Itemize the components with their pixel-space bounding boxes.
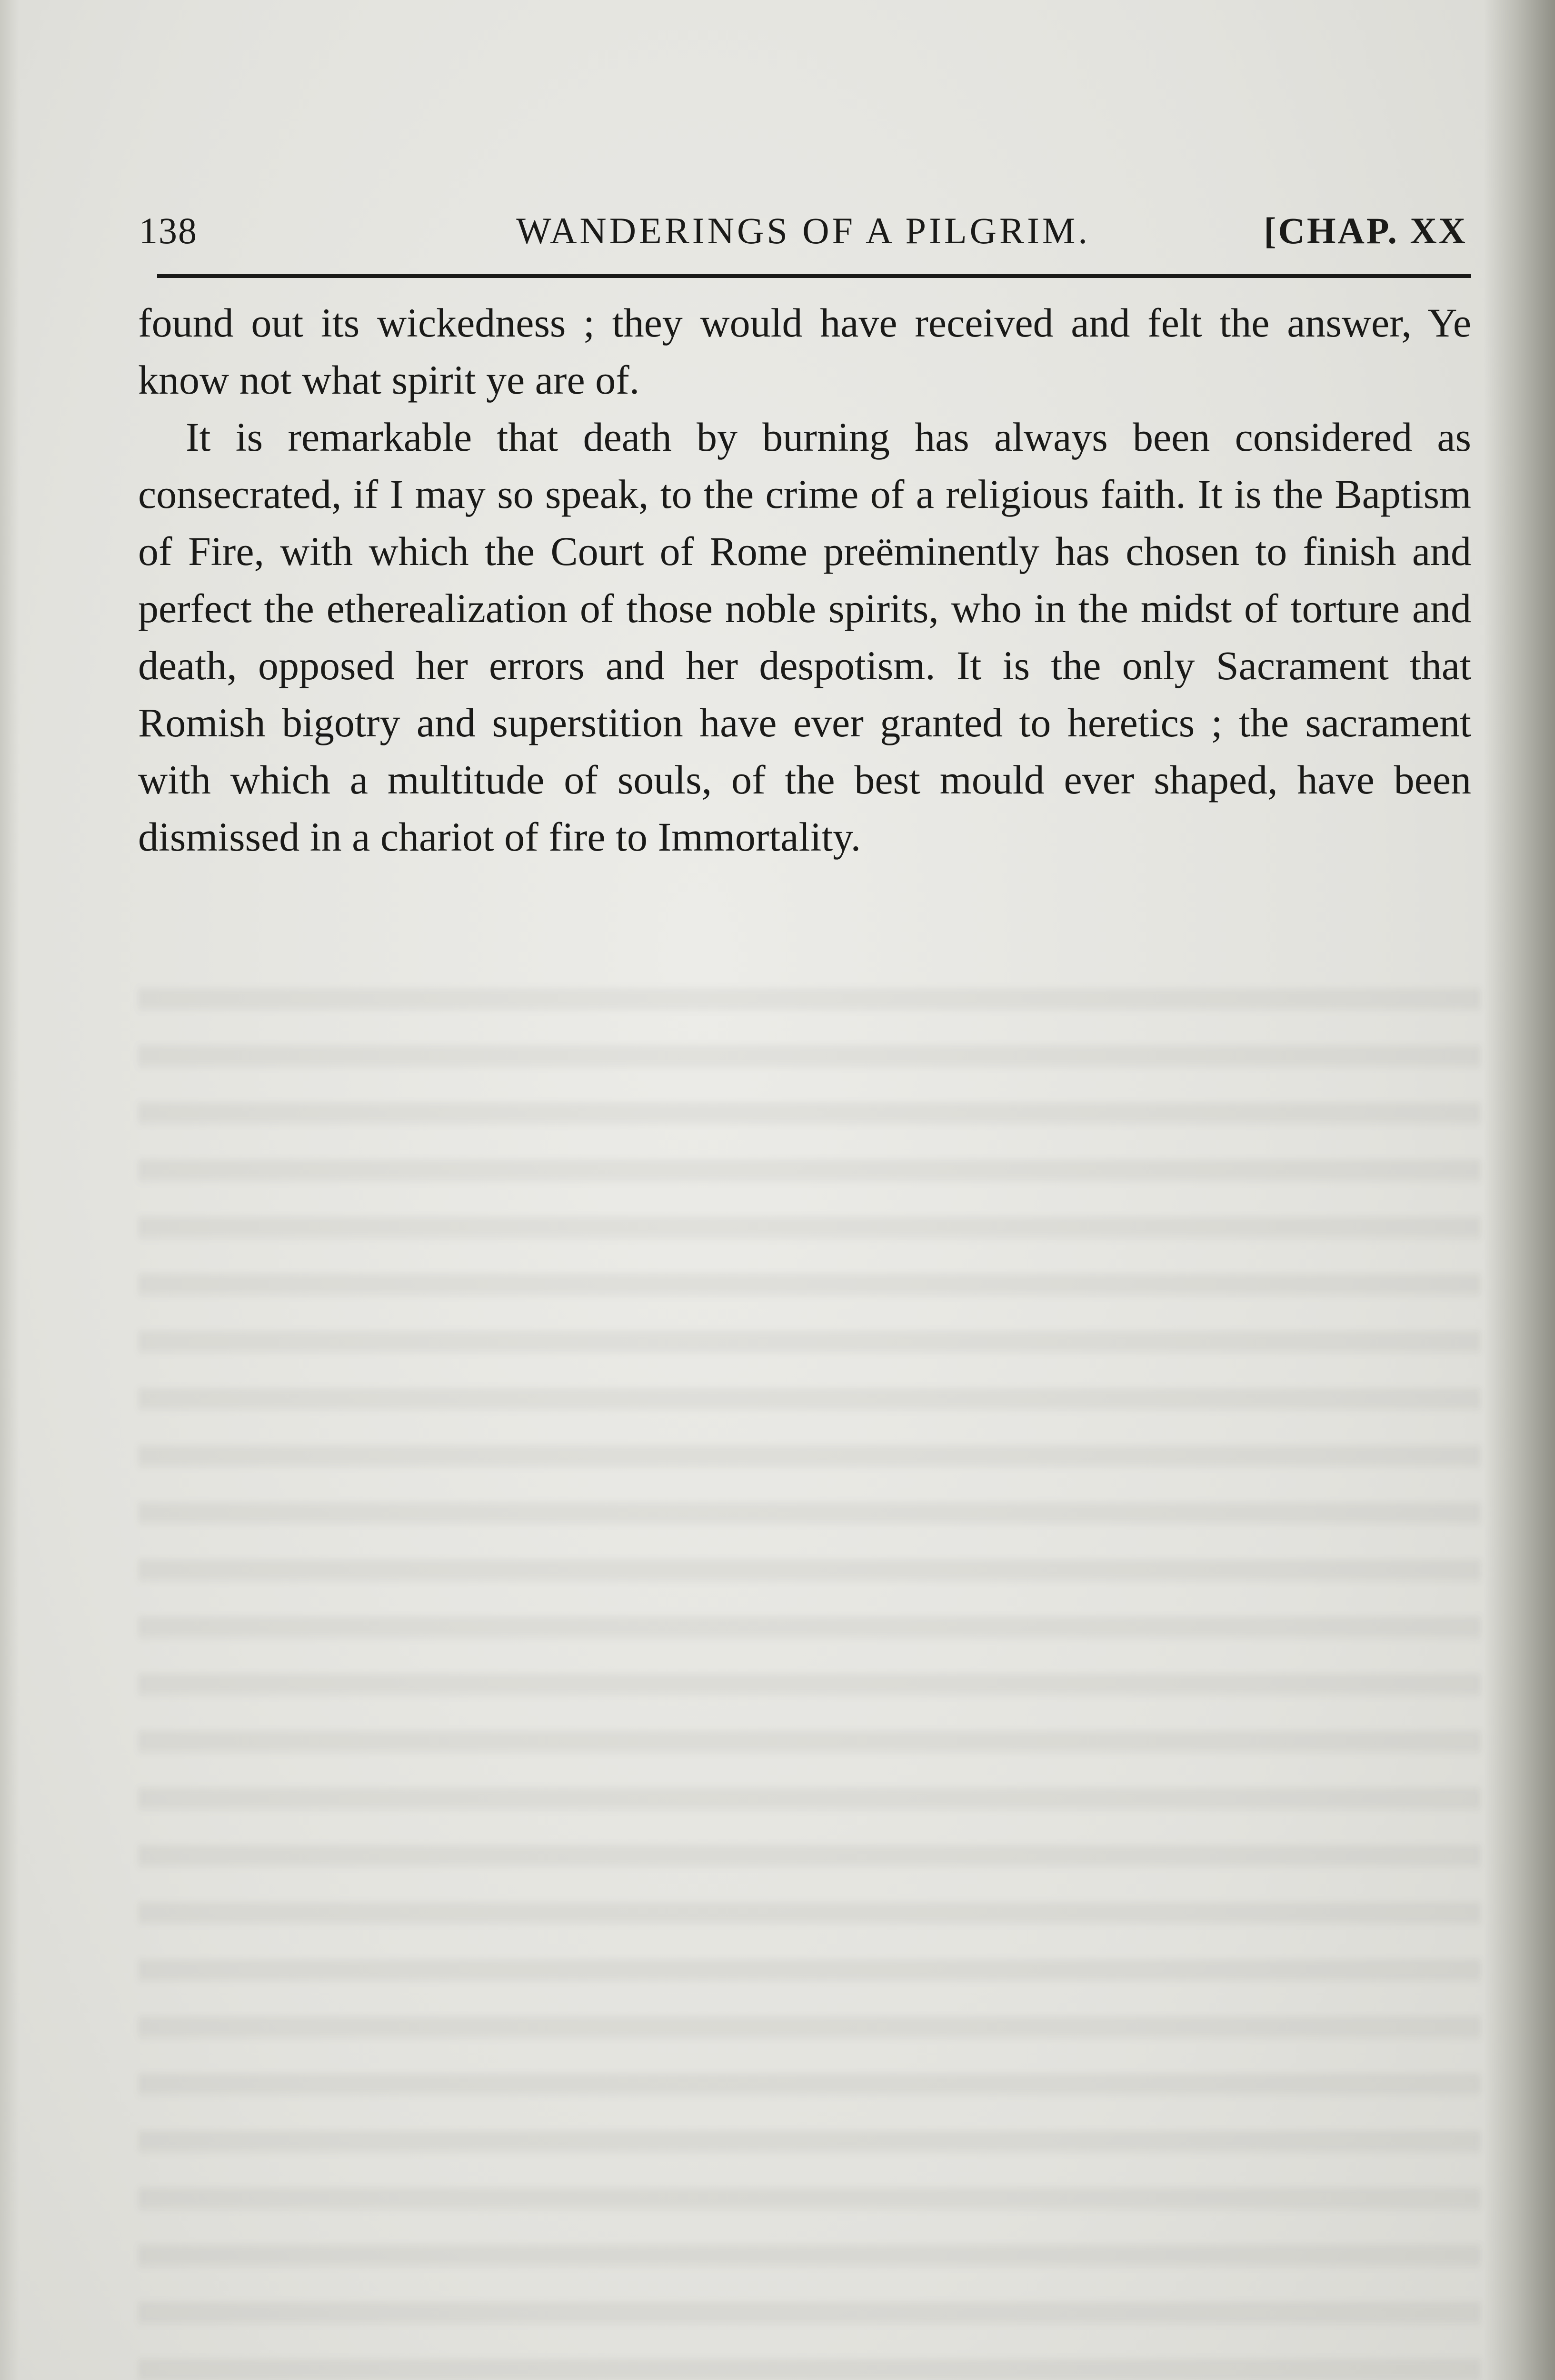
- header-rule: [157, 274, 1471, 278]
- page-left-shadow: [0, 0, 19, 2380]
- paragraph-continuation: found out its wickedness ; they would have received and felt the answer, Ye know not what spirit ye are of.: [138, 300, 1471, 403]
- page-right-edge: [1484, 0, 1555, 2380]
- running-title: WANDERINGS OF A PILGRIM.: [516, 210, 1090, 251]
- running-head: [139, 200, 1467, 267]
- bleed-through-text: [138, 962, 1481, 2380]
- page-number: 138: [139, 210, 198, 251]
- body-text: [138, 294, 1471, 865]
- chapter-reference: [CHAP. XX: [1264, 210, 1467, 251]
- paragraph: It is remarkable that death by burning has always been considered as consecrated, if I may so speak, to the crime of a religious faith. It is the Baptism of Fire, with which the Court of Rome preëminently has chosen to finish and perfect the etherealization of those noble spirits, who in the midst of torture and death, opposed her errors and her despotism. It is the only Sacrament that Romish bigotry and superstition have ever granted to heretics ; the sacrament with which a multitude of souls, of the best mould ever shaped, have been dismissed in a chariot of fire to Immortality.: [138, 414, 1471, 860]
